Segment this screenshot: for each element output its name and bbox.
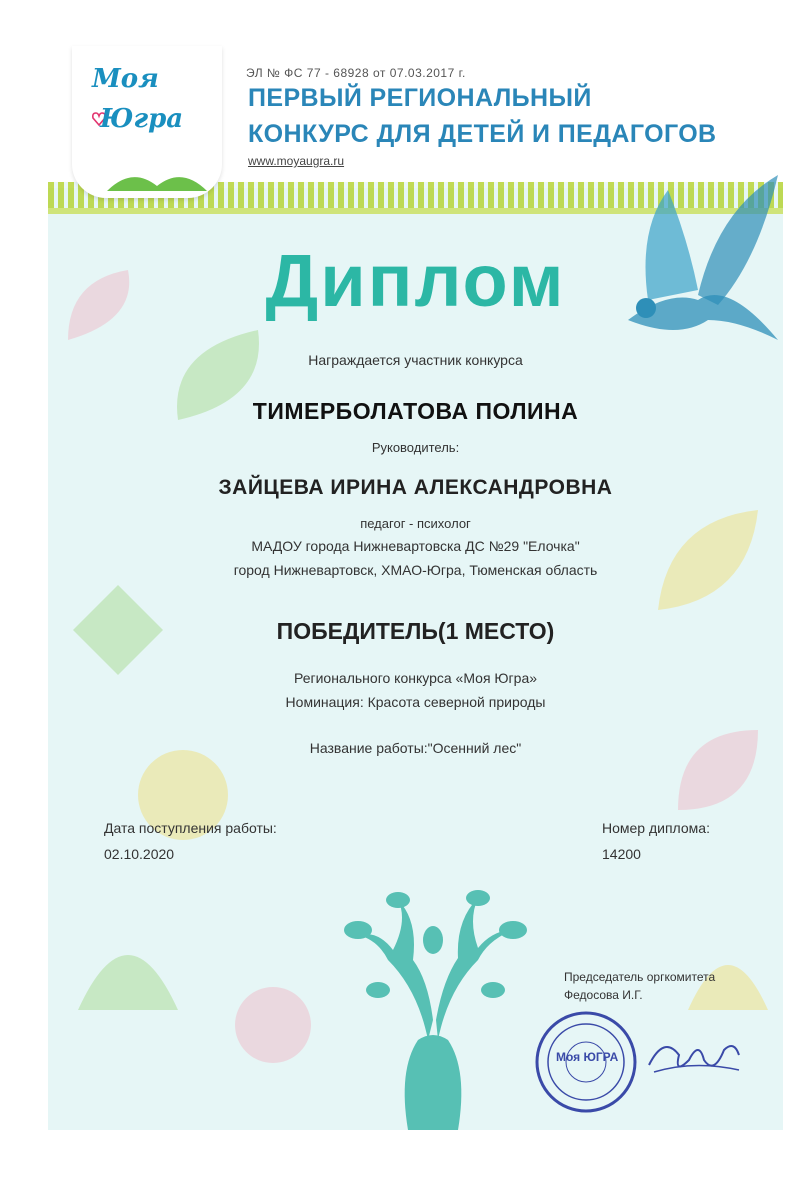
leader-label: Руководитель: [371,440,460,455]
chair-label: Председатель оргкомитета [564,970,716,984]
logo-leaf-icon [102,166,212,196]
organization: МАДОУ города Нижневартовска ДС №29 "Елочка" [251,538,580,554]
signature-icon [644,1030,744,1080]
date-value: 02.10.2020 [104,846,175,862]
chair-name: Федосова И.Г. [564,988,643,1002]
location: город Нижневартовск, ХМАО-Югра, Тюменская область [233,562,598,578]
awarded-text: Награждается участник конкурса [308,352,523,368]
diploma-number-label: Номер диплома: [602,820,710,836]
leader-name: ЗАЙЦЕВА ИРИНА АЛЕКСАНДРОВНА [218,476,613,499]
diploma-number-value: 14200 [602,846,641,862]
leader-position: педагог - психолог [360,516,471,531]
website-link[interactable]: www.moyaugra.ru [248,154,345,168]
stamp-text: Моя ЮГРА [556,1050,619,1064]
participant-name: ТИМЕРБОЛАТОВА ПОЛИНА [252,398,579,424]
logo-text-bottom: Югра [100,104,184,134]
result-title: ПОБЕДИТЕЛЬ(1 МЕСТО) [276,618,555,644]
contest-name: Регионального конкурса «Моя Югра» [293,670,538,686]
header-title-line2: КОНКУРС ДЛЯ ДЕТЕЙ И ПЕДАГОГОВ [248,120,717,148]
header-title-line1: ПЕРВЫЙ РЕГИОНАЛЬНЫЙ [248,84,592,112]
leaf-decoration-icon [228,980,318,1070]
diploma-title: Диплом [265,239,566,322]
date-label: Дата поступления работы: [104,820,277,836]
deer-tree-illustration-icon [318,880,548,1130]
logo-text-top: Моя [92,64,159,94]
registration-number: ЭЛ № ФС 77 - 68928 от 07.03.2017 г. [246,66,466,80]
nomination: Номинация: Красота северной природы [285,694,546,710]
work-title: Название работы:"Осенний лес" [309,740,522,756]
leaf-decoration-icon [68,900,188,1020]
diploma-sheet [48,20,783,1130]
leaf-decoration-icon [668,720,768,820]
